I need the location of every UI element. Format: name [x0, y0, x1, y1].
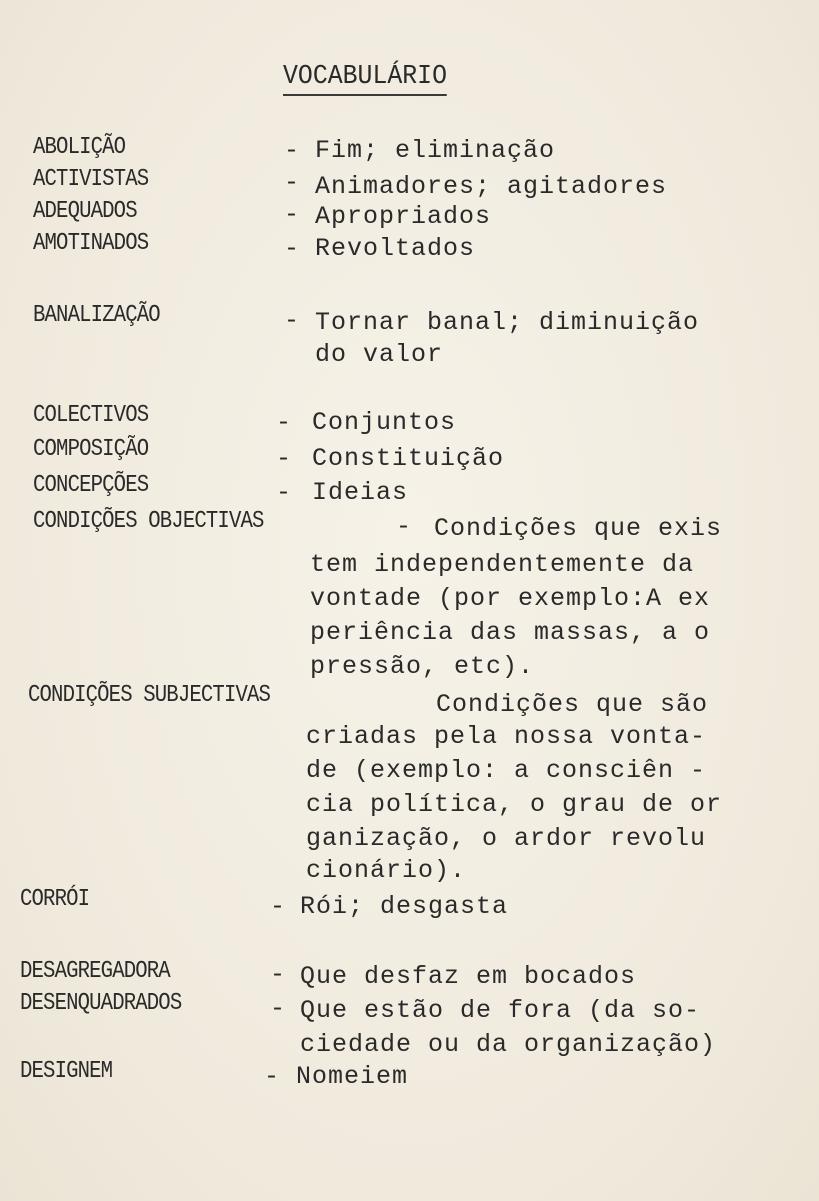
term-activistas: ACTIVISTAS — [33, 166, 149, 193]
separator-dash: - — [276, 408, 292, 437]
definition-abolicao: Fim; eliminação — [315, 136, 556, 165]
separator-dash: - — [276, 444, 292, 473]
definition-condicoes-objectivas-line2: tem independentemente da — [310, 550, 695, 579]
term-condicoes-subjectivas: CONDIÇÕES SUBJECTIVAS — [28, 682, 271, 709]
definition-corroi: Rói; desgasta — [300, 892, 509, 921]
separator-dash: - — [284, 168, 300, 197]
definition-condicoes-subjectivas-line4: cia política, o grau de or — [306, 790, 723, 819]
term-banalizacao: BANALIZAÇÃO — [33, 302, 160, 329]
term-composicao: COMPOSIÇÃO — [33, 436, 149, 463]
term-abolicao: ABOLIÇÃO — [33, 134, 126, 161]
definition-condicoes-objectivas-line1: Condições que exis — [434, 514, 723, 543]
separator-dash: - — [270, 960, 286, 989]
separator-dash: - — [396, 512, 412, 541]
definition-designem: Nomeiem — [296, 1062, 409, 1091]
separator-dash: - — [270, 892, 286, 921]
definition-concepcoes: Ideias — [312, 478, 409, 507]
term-adequados: ADEQUADOS — [33, 198, 137, 225]
definition-activistas: Animadores; agitadores — [315, 172, 668, 201]
separator-dash: - — [264, 1062, 280, 1091]
definition-condicoes-objectivas-line5: pressão, etc). — [310, 652, 535, 681]
definition-amotinados: Revoltados — [315, 234, 476, 263]
definition-condicoes-objectivas-line4: periência das massas, a o — [310, 618, 711, 647]
definition-colectivos: Conjuntos — [312, 408, 457, 437]
page-title: VOCABULÁRIO — [283, 62, 447, 96]
separator-dash: - — [284, 136, 300, 165]
term-desenquadrados: DESENQUADRADOS — [20, 990, 182, 1017]
definition-condicoes-subjectivas-line1: Condições que são — [436, 690, 709, 719]
separator-dash: - — [270, 994, 286, 1023]
definition-condicoes-objectivas-line3: vontade (por exemplo:A ex — [310, 584, 711, 613]
definition-composicao: Constituição — [312, 444, 505, 473]
separator-dash: - — [284, 200, 300, 229]
definition-desagregadora: Que desfaz em bocados — [300, 962, 637, 991]
term-colectivos: COLECTIVOS — [33, 402, 149, 429]
definition-condicoes-subjectivas-line3: de (exemplo: a consciên - — [306, 756, 707, 785]
definition-condicoes-subjectivas-line5: ganização, o ardor revolu — [306, 824, 707, 853]
term-desagregadora: DESAGREGADORA — [20, 958, 170, 985]
definition-adequados: Apropriados — [315, 202, 492, 231]
separator-dash: - — [284, 234, 300, 263]
definition-banalizacao-line1: Tornar banal; diminuição — [315, 308, 700, 337]
term-designem: DESIGNEM — [20, 1058, 113, 1085]
term-amotinados: AMOTINADOS — [33, 230, 149, 257]
term-corroi: CORRÓI — [20, 886, 90, 913]
term-concepcoes: CONCEPÇÕES — [33, 472, 149, 499]
separator-dash: - — [284, 306, 300, 335]
definition-condicoes-subjectivas-line6: cionário). — [306, 856, 467, 885]
definition-banalizacao-line2: do valor — [315, 340, 444, 369]
definition-desenquadrados-line2: ciedade ou da organização) — [300, 1030, 717, 1059]
separator-dash: - — [276, 478, 292, 507]
definition-desenquadrados-line1: Que estão de fora (da so- — [300, 996, 701, 1025]
term-condicoes-objectivas: CONDIÇÕES OBJECTIVAS — [33, 508, 264, 535]
definition-condicoes-subjectivas-line2: criadas pela nossa vonta- — [306, 722, 707, 751]
